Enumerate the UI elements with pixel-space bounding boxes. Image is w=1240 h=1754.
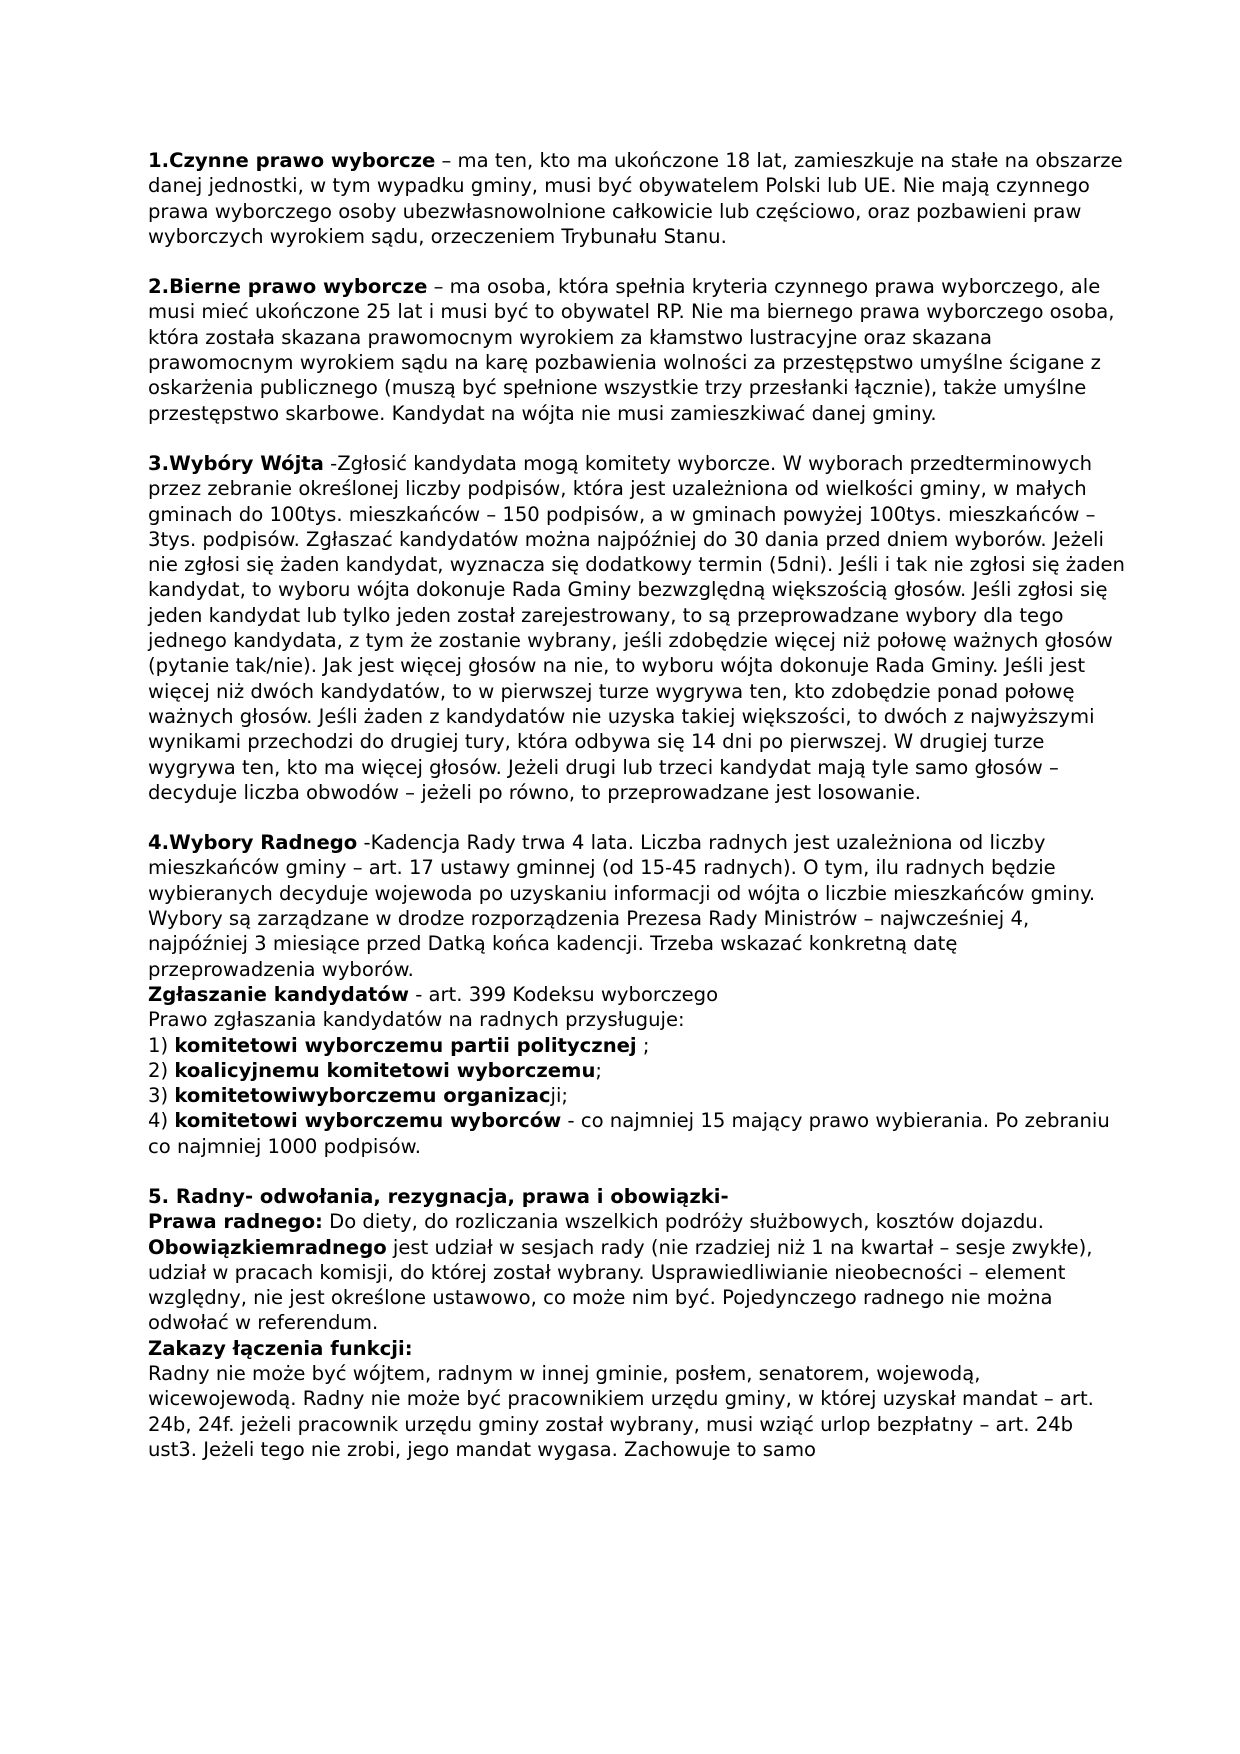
list-item xyxy=(148,1108,1128,1159)
list-item-rest: ji; xyxy=(550,1084,569,1108)
list-item-number: 3) xyxy=(148,1084,175,1108)
list-item-bold: koalicyjnemu komitetowi wyborczemu xyxy=(174,1058,596,1082)
section-5-rights xyxy=(148,1209,1128,1234)
duties-text: jest udział w sesjach rady (nie rzadziej niż 1 na kwartał – sesje zwykłe), udział w pracach komisji, do której został wybrany. Usprawiedliwianie nieobecności – element względny, nie jest określone ustawowo, co może nim być. Pojedynczego radnego nie można odwołać w referendum. xyxy=(148,1235,1093,1335)
ban-label: Zakazy łączenia funkcji: xyxy=(148,1336,413,1360)
section-5-ban-heading xyxy=(148,1336,1128,1361)
list-item-bold: komitetowi wyborczemu wyborców xyxy=(174,1109,562,1133)
section-4-intro: Prawo zgłaszania kandydatów na radnych przysługuje: xyxy=(148,1008,685,1032)
section-1-heading: 1.Czynne prawo wyborcze xyxy=(148,149,436,172)
section-4-sub-heading: Zgłaszanie kandydatów xyxy=(148,982,409,1006)
section-3-heading: 3.Wybóry Wójta xyxy=(148,451,324,475)
list-item-rest: ; xyxy=(636,1033,650,1057)
list-item xyxy=(148,1058,1128,1083)
list-item-number: 4) xyxy=(148,1109,175,1133)
section-2-text: – ma osoba, która spełnia kryteria czynnego prawa wyborczego, ale musi mieć ukończone 25 lat i musi być to obywatel RP. Nie ma biernego prawa wyborczego osoba, która została skazana prawomocnym wyrokiem za kłamstwo lustracyjne oraz skazana prawomocnym wyrokiem sądu na karę pozbawienia wolności za przestępstwo umyślne ścigane z oskarżenia publicznego (muszą być spełnione wszystkie trzy przesłanki łącznie), także umyślne przestępstwo skarbowe. Kandydat na wójta nie musi zamieszkiwać danej gminy. xyxy=(148,275,1115,425)
section-3 xyxy=(148,451,1128,805)
rights-label: Prawa radnego: xyxy=(148,1210,323,1234)
section-4-subsection xyxy=(148,982,1128,1007)
section-5-heading xyxy=(148,1184,1128,1209)
section-3-text: -Zgłosić kandydata mogą komitety wyborcze. W wyborach przedterminowych przez zebranie określonej liczby podpisów, która jest uzależniona od wielkości gminy, w małych gminach do 100tys. mieszkańców – 150 podpisów, a w gminach powyżej 100tys. mieszkańców – 3tys. podpisów. Zgłaszać kandydatów można najpóźniej do 30 dania przed dniem wyborów. Jeżeli nie zgłosi się żaden kandydat, wyznacza się dodatkowy termin (5dni). Jeśli i tak nie zgłosi się żaden kandydat, to wyboru wójta dokonuje Rada Gminy bezwzględną większością głosów. Jeśli zgłosi się jeden kandydat lub tylko jeden został zarejestrowany, to są przeprowadzane wybory dla tego jednego kandydata, z tym że zostanie wybrany, jeśli zdobędzie więcej niż połowę ważnych głosów (pytanie tak/nie). Jak jest więcej głosów na nie, to wyboru wójta dokonuje Rada Gminy. Jeśli jest więcej niż dwóch kandydatów, to w pierwszej turze wygrywa ten, kto zdobędzie ponad połowę ważnych głosów. Jeśli żaden z kandydatów nie uzyska takiej większości, to dwóch z najwyższymi wynikami przechodzi do drugiej tury, która odbywa się 14 dni po pierwszej. W drugiej turze wygrywa ten, kto ma więcej głosów. Jeżeli drugi lub trzeci kandydat mają tyle samo głosów – decyduje liczba obwodów – jeżeli po równo, to przeprowadzane jest losowanie. xyxy=(148,451,1125,804)
section-5-ban-text: Radny nie może być wójtem, radnym w innej gminie, posłem, senatorem, wojewodą, wicewojewodą. Radny nie może być pracownikiem urzędu gminy, w której uzyskał mandat – art. 24b, 24f. jeżeli pracownik urzędu gminy został wybrany, musi wziąć urlop bezpłatny – art. 24b ust3. Jeżeli tego nie zrobi, jego mandat wygasa. Zachowuje to samo xyxy=(148,1362,1094,1461)
section-4 xyxy=(148,830,1128,982)
section-2-heading: 2.Bierne prawo wyborcze xyxy=(148,275,428,299)
section-4-text: -Kadencja Rady trwa 4 lata. Liczba radnych jest uzależniona od liczby mieszkańców gminy – art. 17 ustawy gminnej (od 15-45 radnych). O tym, ilu radnych będzie wybieranych decyduje wojewoda po uzyskaniu informacji od wójta o liczbie mieszkańców gminy. Wybory są zarządzane w drodze rozporządzenia Prezesa Rady Ministrów – najwcześniej 4, najpóźniej 3 miesiące przed Datką końca kadencji. Trzeba wskazać konkretną datę przeprowadzenia wyborów. xyxy=(148,831,1096,981)
section-2 xyxy=(148,274,1128,426)
duties-label: Obowiązkiemradnego xyxy=(148,1235,387,1259)
section-1-text: – ma ten, kto ma ukończone 18 lat, zamieszkuje na stałe na obszarze danej jednostki, w tym wypadku gminy, musi być obywatelem Polski lub UE. Nie mają czynnego prawa wyborczego osoby ubezwłasnowolnione całkowicie lub częściowo, oraz pozbawieni praw wyborczych wyrokiem sądu, orzeczeniem Trybunału Stanu. xyxy=(148,149,1123,248)
section-4-heading: 4.Wybory Radnego xyxy=(148,831,358,855)
section-4-sub-text: - art. 399 Kodeksu wyborczego xyxy=(408,982,719,1006)
list-item-number: 2) xyxy=(148,1058,175,1082)
section-1 xyxy=(148,148,1128,249)
list-item-number: 1) xyxy=(148,1033,175,1057)
list-item xyxy=(148,1033,1128,1058)
document-page xyxy=(148,148,1128,1462)
list-item-rest: ; xyxy=(595,1058,603,1082)
list-item xyxy=(148,1083,1128,1108)
section-5-duties xyxy=(148,1235,1128,1336)
rights-text: Do diety, do rozliczania wszelkich podróży służbowych, kosztów dojazdu. xyxy=(322,1210,1044,1234)
list-item-bold: komitetowi wyborczemu partii politycznej xyxy=(174,1033,637,1057)
section-5-heading-text: 5. Radny- odwołania, rezygnacja, prawa i obowiązki- xyxy=(148,1184,729,1208)
list-item-rest: - co najmniej 15 mający prawo wybierania. Po zebraniu co najmniej 1000 podpisów. xyxy=(148,1109,1110,1158)
list-item-bold: komitetowiwyborczemu organizac xyxy=(174,1084,551,1108)
